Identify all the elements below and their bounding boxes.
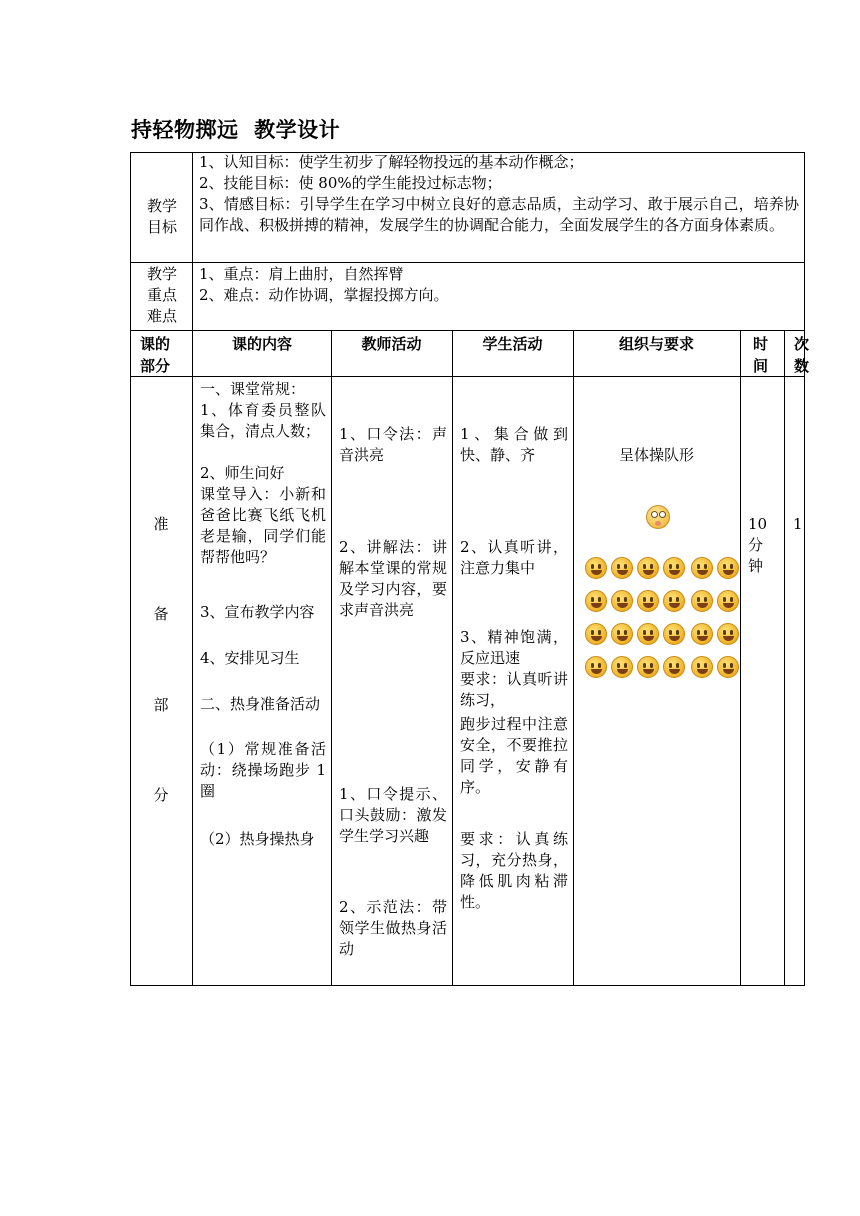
part-char-2: 备 [153, 605, 169, 623]
content-h: （1）常规准备活动：绕操场跑步 1 圈 [200, 740, 326, 800]
formation-label: 呈体操队形 [618, 446, 694, 464]
student-c: 3、精神饱满，反应迅速 [460, 628, 568, 667]
student-d: 要求：认真听讲练习， [460, 670, 568, 709]
content-f: 4、安排见习生 [200, 649, 300, 667]
part-char-4: 分 [153, 786, 169, 804]
header-content: 课的内容 [231, 335, 292, 353]
student-face-icon [691, 656, 713, 678]
student-face-icon [663, 590, 685, 612]
content-b: 1、体育委员整队集合，清点人数； [200, 401, 326, 440]
student-face-icon [663, 557, 685, 579]
student-face-icon [717, 623, 739, 645]
student-face-icon [691, 590, 713, 612]
goal-line-2: 2、技能目标：使 80%的学生能投过标志物； [199, 174, 502, 192]
teacher-b: 2、讲解法：讲解本堂课的常规及学习内容，要求声音洪亮 [339, 538, 447, 619]
student-a: 1、集合做到快、静、齐 [460, 425, 568, 464]
student-face-icon [585, 623, 607, 645]
student-face-icon [717, 656, 739, 678]
content-g: 二、热身准备活动 [200, 695, 321, 713]
student-face-icon [611, 557, 633, 579]
student-face-icon [637, 623, 659, 645]
goals-label: 教学目标 [146, 197, 177, 236]
page-title: 持轻物掷远 教学设计 [131, 118, 341, 142]
student-formation [585, 557, 735, 677]
student-face-icon [611, 623, 633, 645]
student-face-icon [611, 656, 633, 678]
content-d: 课堂导入：小新和爸爸比赛飞纸飞机老是输，同学们能帮帮他吗？ [200, 485, 326, 566]
student-b: 2、认真听讲，注意力集中 [460, 538, 568, 577]
part-char-1: 准 [153, 515, 169, 533]
header-student-activity: 学生活动 [482, 335, 543, 353]
teacher-face-icon [646, 505, 670, 529]
student-face-icon [691, 623, 713, 645]
keypoints-label: 教学重点难点 [146, 265, 177, 325]
student-face-icon [585, 656, 607, 678]
header-time: 时间 [753, 335, 769, 375]
keypoint-line-1: 1、重点：肩上曲肘，自然挥臂 [199, 265, 404, 283]
content-a: 一、课堂常规： [200, 380, 306, 398]
student-f: 要求：认真练习，充分热身，降低肌肉粘滞性。 [460, 830, 568, 911]
content-i: （2）热身操热身 [200, 830, 315, 848]
student-face-icon [717, 557, 739, 579]
keypoint-line-2: 2、难点：动作协调，掌握投掷方向。 [199, 286, 449, 304]
student-face-icon [637, 590, 659, 612]
student-face-icon [585, 557, 607, 579]
duration: 10分钟 [748, 515, 768, 575]
header-organization: 组织与要求 [618, 335, 694, 353]
student-face-icon [663, 656, 685, 678]
teacher-a: 1、口令法：声音洪亮 [339, 425, 447, 464]
content-e: 3、宣布教学内容 [200, 603, 315, 621]
lesson-plan-table [130, 152, 810, 986]
student-face-icon [637, 557, 659, 579]
student-face-icon [717, 590, 739, 612]
teacher-c: 1、口令提示、口头鼓励：激发学生学习兴趣 [339, 785, 447, 845]
part-char-3: 部 [153, 696, 169, 714]
header-part: 课的部分 [140, 335, 171, 375]
student-e: 跑步过程中注意安全，不要推拉同学，安静有序。 [460, 715, 568, 796]
count-value: 1 [793, 515, 803, 533]
student-face-icon [691, 557, 713, 579]
goal-line-3: 3、情感目标：引导学生在学习中树立良好的意志品质，主动学习、敢于展示自己，培养协同作战、积极拼搏的精神，发展学生的协调配合能力，全面发展学生的各方面身体素质。 [199, 195, 799, 234]
student-face-icon [585, 590, 607, 612]
student-face-icon [611, 590, 633, 612]
student-face-icon [663, 623, 685, 645]
content-c: 2、师生问好 [200, 464, 285, 482]
goal-line-1: 1、认知目标：使学生初步了解轻物投远的基本动作概念； [199, 153, 584, 171]
teacher-d: 2、示范法：带领学生做热身活动 [339, 898, 447, 958]
header-teacher-activity: 教师活动 [361, 335, 422, 353]
header-count: 次数 [794, 335, 810, 375]
student-face-icon [637, 656, 659, 678]
